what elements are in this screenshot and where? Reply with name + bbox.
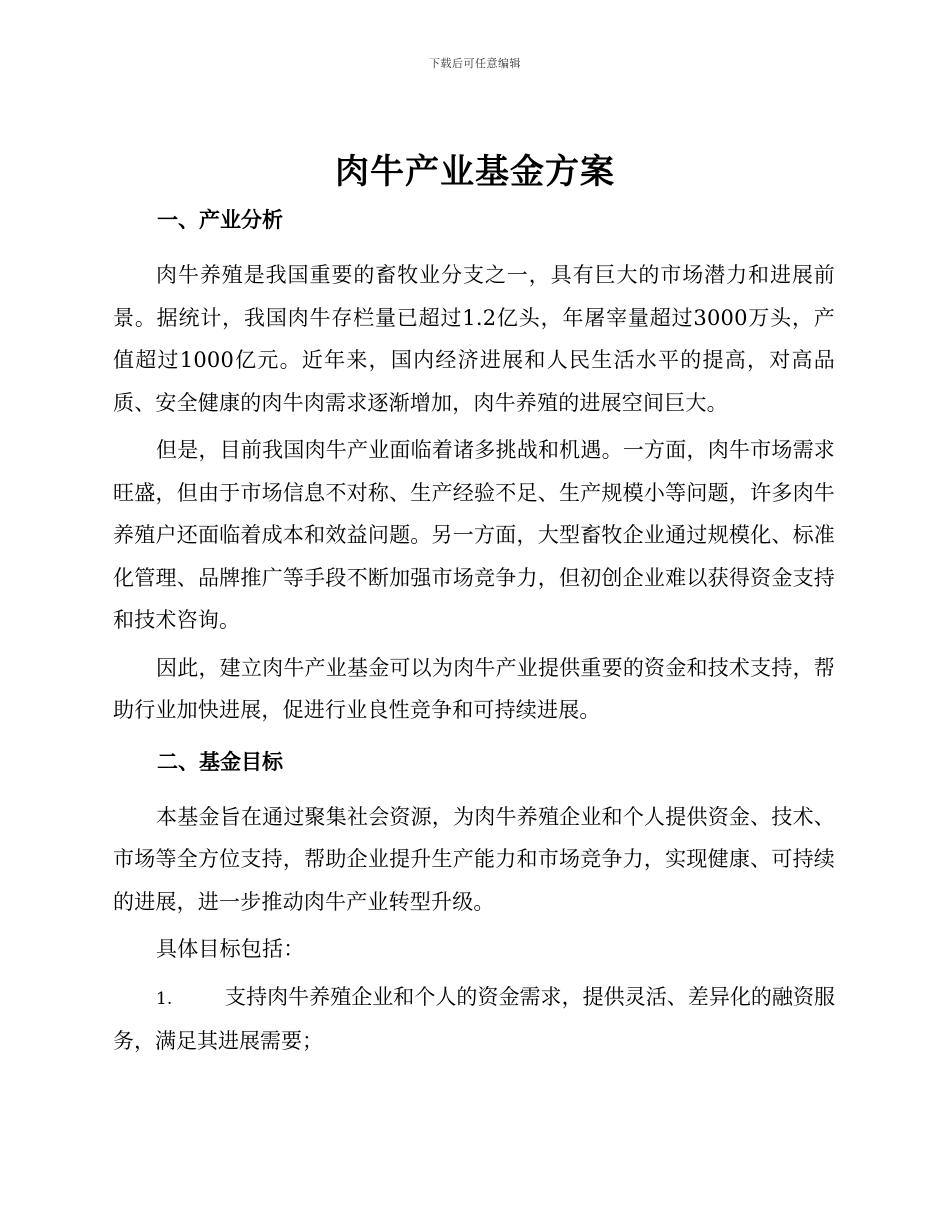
list-item <box>113 976 835 1063</box>
section-heading-fund-goals: 二、基金目标 <box>157 749 283 774</box>
document-body <box>113 200 835 1063</box>
list-item-number: 1. <box>156 988 173 1009</box>
section-heading-industry-analysis: 一、产业分析 <box>157 208 283 232</box>
paragraph: 因此，建立肉牛产业基金可以为肉牛产业提供重要的资金和技术支持，帮助行业加快进展，促进行业良性竞争和可持续进展。 <box>113 655 835 722</box>
list-item-text: 支持肉牛养殖企业和个人的资金需求，提供灵活、差异化的融资服务，满足其进展需要； <box>113 984 835 1053</box>
header-note: 下载后可任意编辑 <box>429 57 521 70</box>
paragraph: 本基金旨在通过聚集社会资源，为肉牛养殖企业和个人提供资金、技术、市场等全方位支持，帮助企业提升生产能力和市场竞争力，实现健康、可持续的进展，进一步推动肉牛产业转型升级。 <box>113 804 835 914</box>
paragraph: 但是，目前我国肉牛产业面临着诸多挑战和机遇。一方面，肉牛市场需求旺盛，但由于市场信息不对称、生产经验不足、生产规模小等问题，许多肉牛养殖户还面临着成本和效益问题。另一方面，大型畜牧企业通过规模化、标准化管理、品牌推广等手段不断加强市场竞争力，但初创企业难以获得资金支持和技术咨询。 <box>113 438 835 632</box>
document-title: 肉牛产业基金方案 <box>335 152 615 192</box>
paragraph: 具体目标包括： <box>156 937 305 961</box>
paragraph: 肉牛养殖是我国重要的畜牧业分支之一，具有巨大的市场潜力和进展前景。据统计，我国肉牛存栏量已超过1.2亿头，年屠宰量超过3000万头，产值超过1000亿元。近年来，国内经济进展和人民生活水平的提高，对高品质、安全健康的肉牛肉需求逐渐增加，肉牛养殖的进展空间巨大。 <box>113 263 835 415</box>
